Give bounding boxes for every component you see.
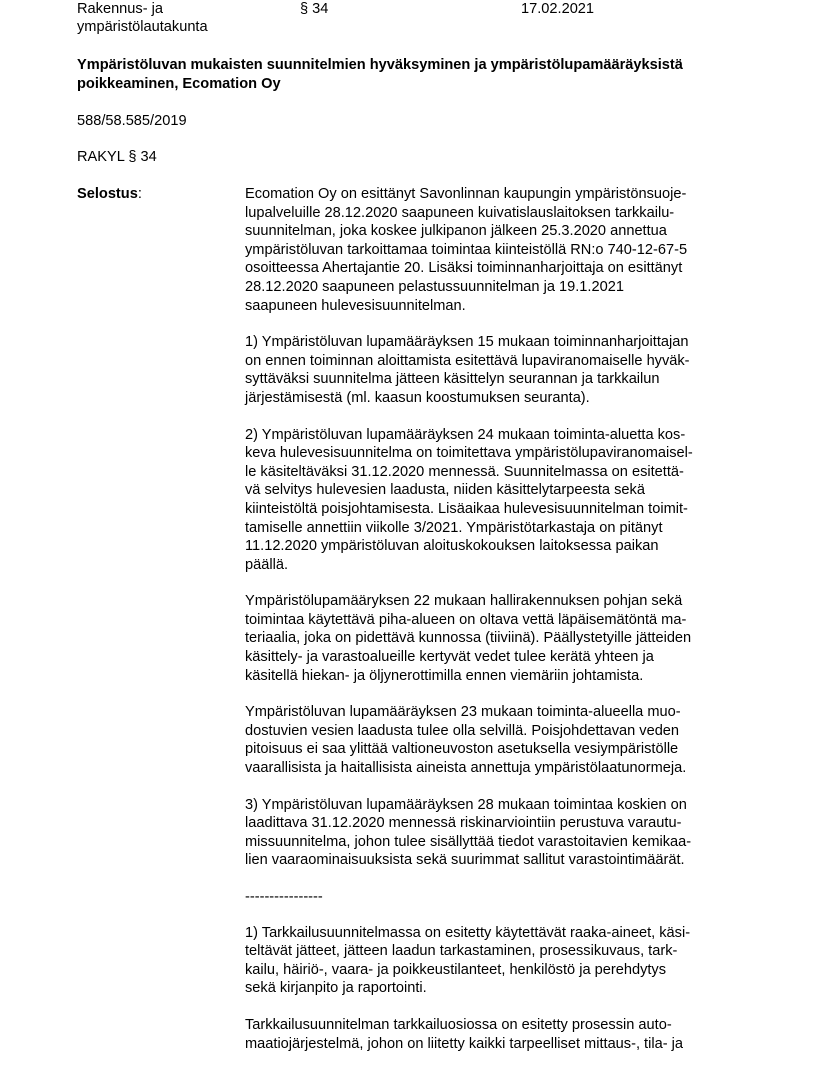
text-line: saapuneen hulevesisuunnitelman.	[245, 297, 466, 314]
section-label-text: Selostus	[77, 186, 138, 202]
section-label	[77, 185, 142, 203]
text-line: maatiojärjestelmä, johon on liitetty kaikki tarpeelliset mittaus-, tila- ja	[245, 1035, 683, 1052]
text-line: kiinteistöltä poisjohtamisesta. Lisäaikaa hulevesisuunnitelman toimit-	[245, 500, 688, 517]
text-line: 28.12.2020 saapuneen pelastussuunnitelman ja 19.1.2021	[245, 278, 624, 295]
text-line: toimintaa käytettävä piha-alueen on oltava vettä läpäisemätöntä ma-	[245, 611, 687, 628]
text-line: Ecomation Oy on esittänyt Savonlinnan kaupungin ympäristönsuoje-	[245, 186, 687, 202]
text-line: keva hulevesisuunnitelma on toimitettava ympäristölupaviranomaisel-	[245, 445, 693, 462]
text-line: laadittava 31.12.2020 mennessä riskinarviointiin perustuva varautu-	[245, 815, 682, 832]
text-line: teltävät jätteet, jätteen laadun tarkastaminen, prosessikuvaus, tark-	[245, 943, 678, 960]
text-line: kailu, häiriö-, vaara- ja poikkeustilanteet, henkilöstö ja perehdytys	[245, 961, 667, 978]
text-line: le käsiteltäväksi 31.12.2020 mennessä. Suunnitelmassa on esitettä-	[245, 463, 684, 480]
text-line: on ennen toiminnan aloittamista esitettävä lupaviranomaiselle hyväk-	[245, 352, 690, 369]
text-line: osoitteessa Ahertajantie 20. Lisäksi toiminnanharjoittaja on esittänyt	[245, 260, 683, 277]
text-line: 1) Ympäristöluvan lupamääräyksen 15 mukaan toiminnanharjoittajan	[245, 334, 689, 351]
text-line: missuunnitelma, johon tulee sisällyttää tiedot varastoitavien kemikaa-	[245, 833, 692, 850]
text-line: tamiselle annettiin viikolle 3/2021. Ympäristötarkastaja on pitänyt	[245, 519, 663, 536]
text-line: käsittely- ja varastoalueille kertyvät vedet tulee kerätä yhteen ja	[245, 649, 654, 666]
paragraph	[245, 333, 745, 407]
text-line: pitoisuus ei saa ylittää valtioneuvoston asetuksella vesiympäristölle	[245, 741, 679, 758]
text-line: vaarallisista ja haitallisista aineista annettuja ympäristölaatunormeja.	[245, 760, 687, 777]
title-line: Ympäristöluvan mukaisten suunnitelmien hyväksyminen ja ympäristölupamääräyksistä	[77, 57, 683, 73]
text-line: Tarkkailusuunnitelman tarkkailuosiossa on esitetty prosessin auto-	[245, 1016, 672, 1033]
paragraph	[245, 185, 745, 315]
paragraph	[245, 703, 745, 777]
text-line: vä selvitys hulevesien laadusta, niiden käsittelytarpeesta sekä	[245, 482, 645, 499]
paragraph	[245, 592, 745, 685]
section-label-colon: :	[137, 186, 142, 202]
header-date: 17.02.2021	[521, 1, 595, 17]
reference-line: RAKYL § 34	[77, 149, 157, 165]
text-line: Ympäristöluvan lupamääräyksen 23 mukaan toiminta-alueella muo-	[245, 704, 681, 721]
separator-line	[245, 888, 745, 907]
text-line: järjestämisestä (ml. kaasun koostumuksen seuranta).	[245, 389, 590, 406]
text-line: ympäristöluvan tarkoittamaa toimintaa kiinteistöllä RN:o 740-12-67-5	[245, 241, 688, 258]
text-line: syttäväksi suunnitelma jätteen käsittelyn seurannan ja tarkkailun	[245, 371, 660, 388]
text-line: teriaalia, joka on pidettävä kunnossa (tiiviinä). Päällystetyille jätteiden	[245, 630, 692, 647]
text-line: 11.12.2020 ympäristöluvan aloituskokouksen laitoksessa paikan	[245, 538, 659, 555]
text-line: 2) Ympäristöluvan lupamääräyksen 24 mukaan toiminta-aluetta kos-	[245, 426, 686, 443]
header-section-number: § 34	[300, 1, 329, 17]
paragraph	[245, 796, 745, 870]
text-line: suunnitelman, joka koskee julkipanon jälkeen 25.3.2020 annettua	[245, 223, 667, 240]
diary-number: 588/58.585/2019	[77, 113, 187, 129]
text-line: dostuvien vesien laadusta tulee olla selvillä. Poisjohdettavan veden	[245, 722, 680, 739]
header-body-line2: ympäristölautakunta	[77, 19, 208, 35]
document-title	[77, 56, 757, 93]
text-line: lupalveluille 28.12.2020 saapuneen kuivatislauslaitoksen tarkkailu-	[245, 204, 675, 221]
section-content	[245, 185, 745, 1071]
header-body-name	[77, 0, 257, 36]
paragraph	[245, 426, 745, 575]
paragraph	[245, 1016, 745, 1053]
text-line: 3) Ympäristöluvan lupamääräyksen 28 mukaan toimintaa koskien on	[245, 796, 687, 813]
text-line: 1) Tarkkailusuunnitelmassa on esitetty käytettävät raaka-aineet, käsi-	[245, 924, 691, 941]
text-line: ----------------	[245, 889, 323, 905]
text-line: käsitellä hiekan- ja öljynerottimilla ennen viemäriin johtamista.	[245, 667, 644, 684]
header-body-line1: Rakennus- ja	[77, 1, 163, 17]
text-line: sekä kirjanpito ja raportointi.	[245, 980, 427, 997]
text-line: päällä.	[245, 556, 289, 573]
title-line: poikkeaminen, Ecomation Oy	[77, 75, 281, 92]
paragraph	[245, 924, 745, 998]
text-line: Ympäristölupamääryksen 22 mukaan hallirakennuksen pohjan sekä	[245, 593, 683, 610]
text-line: lien vaaraominaisuuksista sekä suurimmat sallitut varastointimäärät.	[245, 852, 685, 869]
